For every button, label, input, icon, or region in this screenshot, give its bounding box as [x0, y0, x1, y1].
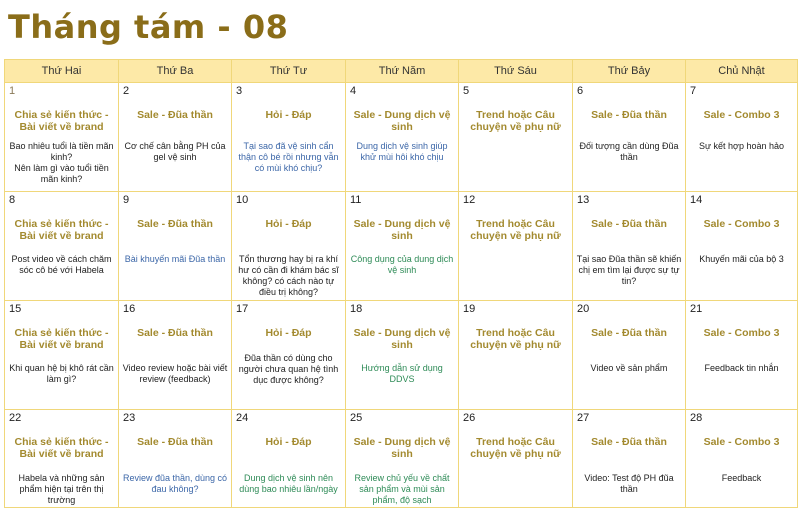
day-number: 5	[463, 85, 470, 97]
day-content-description: Đối tượng cần dùng Đũa thần	[579, 141, 679, 162]
day-topic-title: Sale - Dung dịch vệ sinh	[353, 436, 451, 460]
day-number: 28	[690, 412, 703, 424]
weekday-header: Thứ Tư	[232, 60, 346, 83]
calendar-day-cell[interactable]	[346, 83, 459, 192]
day-content-description: Dung dịch vệ sinh nên dùng bao nhiêu lần/ngày	[239, 473, 338, 494]
calendar-week-row	[5, 83, 798, 192]
day-topic-title: Sale - Đũa thần	[591, 436, 667, 448]
calendar-day-cell[interactable]	[119, 83, 232, 192]
calendar-day-cell[interactable]	[346, 192, 459, 301]
day-number: 18	[350, 303, 363, 315]
calendar-day-cell[interactable]	[232, 410, 346, 508]
day-content-description: Dung dịch vệ sinh giúp khử mùi hôi khó chịu	[356, 141, 448, 162]
weekday-header: Thứ Bảy	[573, 60, 686, 83]
calendar-week-row	[5, 192, 798, 301]
calendar-day-cell[interactable]	[232, 83, 346, 192]
day-number: 1	[9, 85, 16, 97]
calendar-day-cell[interactable]	[573, 410, 686, 508]
day-number: 4	[350, 85, 357, 97]
day-topic-title: Sale - Combo 3	[703, 109, 780, 121]
day-number: 10	[236, 194, 249, 206]
calendar-day-cell[interactable]	[119, 410, 232, 508]
calendar-day-cell[interactable]	[459, 410, 573, 508]
calendar-day-cell[interactable]	[686, 301, 798, 410]
day-number: 8	[9, 194, 16, 206]
day-number: 2	[123, 85, 130, 97]
day-topic-title: Trend hoặc Câu chuyện về phụ nữ	[470, 436, 561, 460]
day-number: 17	[236, 303, 249, 315]
day-content-description: Khuyến mãi của bộ 3	[699, 254, 784, 264]
calendar-day-cell[interactable]	[459, 192, 573, 301]
page-title: Tháng tám - 08	[8, 8, 289, 46]
weekday-header: Chủ Nhật	[686, 60, 798, 83]
day-topic-title: Hỏi - Đáp	[265, 109, 312, 121]
day-number: 13	[577, 194, 590, 206]
day-content-description: Sự kết hợp hoàn hảo	[699, 141, 784, 151]
day-number: 23	[123, 412, 136, 424]
day-topic-title: Sale - Đũa thần	[137, 436, 213, 448]
day-content-description: Hướng dẫn sử dụng DDVS	[361, 363, 443, 384]
calendar-week-row	[5, 301, 798, 410]
day-topic-title: Sale - Đũa thần	[591, 218, 667, 230]
day-topic-title: Sale - Dung dịch vệ sinh	[353, 109, 451, 133]
day-topic-title: Sale - Dung dịch vệ sinh	[353, 327, 451, 351]
day-content-description: Cơ chế cân bằng PH của gel vệ sinh	[124, 141, 226, 162]
day-number: 12	[463, 194, 476, 206]
day-content-description: Công dụng của dung dịch vệ sinh	[350, 254, 454, 275]
day-content-description: Khi quan hệ bị khô rát cần làm gì?	[9, 363, 114, 384]
day-content-description: Video về sản phẩm	[590, 363, 668, 373]
day-content-description: Feedback tin nhắn	[704, 363, 779, 373]
weekday-header: Thứ Năm	[346, 60, 459, 83]
day-topic-title: Sale - Đũa thần	[137, 327, 213, 339]
calendar-day-cell[interactable]	[686, 410, 798, 508]
day-topic-title: Trend hoặc Câu chuyện về phụ nữ	[470, 109, 561, 133]
day-topic-title: Sale - Đũa thần	[591, 109, 667, 121]
day-number: 3	[236, 85, 243, 97]
calendar-day-cell[interactable]	[119, 301, 232, 410]
day-number: 24	[236, 412, 249, 424]
day-topic-title: Sale - Combo 3	[703, 436, 780, 448]
day-number: 11	[350, 194, 362, 206]
day-topic-title: Sale - Dung dịch vệ sinh	[353, 218, 451, 242]
calendar-day-cell[interactable]	[686, 192, 798, 301]
day-topic-title: Sale - Combo 3	[703, 327, 780, 339]
day-number: 16	[123, 303, 136, 315]
day-topic-title: Hỏi - Đáp	[265, 327, 312, 339]
day-content-description: Tại sao đã vệ sinh cẩn thận cô bé rồi nhưng vẫn có mùi khó chịu?	[238, 141, 339, 173]
day-topic-title: Chia sẻ kiến thức - Bài viết về brand	[14, 109, 109, 133]
day-content-description: Bài khuyến mãi Đũa thần	[124, 254, 226, 264]
day-content-description: Review chủ yếu về chất sản phẩm và mùi sản phẩm, độ sạch	[354, 473, 450, 505]
calendar-day-cell[interactable]	[232, 192, 346, 301]
calendar-day-cell[interactable]	[459, 301, 573, 410]
day-content-description: Video review hoặc bài viết review (feedback)	[122, 363, 228, 384]
day-number: 25	[350, 412, 363, 424]
calendar-day-cell[interactable]	[119, 192, 232, 301]
day-number: 9	[123, 194, 130, 206]
day-topic-title: Sale - Đũa thần	[591, 327, 667, 339]
weekday-header: Thứ Sáu	[459, 60, 573, 83]
day-number: 7	[690, 85, 697, 97]
day-topic-title: Trend hoặc Câu chuyện về phụ nữ	[470, 218, 561, 242]
day-topic-title: Trend hoặc Câu chuyện về phụ nữ	[470, 327, 561, 351]
weekday-header: Thứ Hai	[5, 60, 119, 83]
day-number: 26	[463, 412, 476, 424]
calendar-day-cell[interactable]	[5, 192, 119, 301]
weekday-header-row	[5, 60, 798, 83]
day-content-description: Đũa thần có dùng cho người chưa quan hệ tình dục được không?	[238, 353, 339, 385]
calendar-day-cell[interactable]	[346, 301, 459, 410]
day-number: 6	[577, 85, 584, 97]
calendar-day-cell[interactable]	[346, 410, 459, 508]
weekday-header: Thứ Ba	[119, 60, 232, 83]
day-number: 15	[9, 303, 22, 315]
day-topic-title: Sale - Combo 3	[703, 218, 780, 230]
day-topic-title: Chia sẻ kiến thức - Bài viết về brand	[14, 327, 109, 351]
calendar-day-cell[interactable]	[5, 410, 119, 508]
calendar-day-cell[interactable]	[573, 301, 686, 410]
day-content-description: Review đũa thần, dùng có đau không?	[122, 473, 228, 494]
calendar-grid	[4, 59, 798, 508]
calendar-day-cell[interactable]	[686, 83, 798, 192]
calendar-day-cell[interactable]	[5, 83, 119, 192]
calendar-day-cell[interactable]	[459, 83, 573, 192]
calendar-day-cell[interactable]	[5, 301, 119, 410]
day-content-description: Video: Test độ PH đũa thần	[584, 473, 674, 494]
day-number: 19	[463, 303, 476, 315]
day-number: 20	[577, 303, 590, 315]
day-content-description: Habela và những sản phẩm hiện tại trên thị trường	[18, 473, 105, 505]
day-number: 14	[690, 194, 703, 206]
day-content-description: Post video về cách chăm sóc cô bé với Habela	[11, 254, 112, 275]
day-topic-title: Hỏi - Đáp	[265, 218, 312, 230]
calendar-day-cell[interactable]	[573, 192, 686, 301]
day-topic-title: Chia sẻ kiến thức - Bài viết về brand	[14, 218, 109, 242]
day-topic-title: Sale - Đũa thần	[137, 109, 213, 121]
day-number: 21	[690, 303, 703, 315]
day-content-description: Feedback	[721, 473, 762, 483]
day-number: 27	[577, 412, 590, 424]
day-content-description: Tổn thương hay bị ra khí hư có cần đi khám bác sĩ không? có cách nào tự điều trị không?	[238, 254, 339, 297]
day-content-description: Bao nhiêu tuổi là tiền mãn kinh? Nên làm gì vào tuổi tiền mãn kinh?	[9, 141, 114, 184]
calendar-week-row	[5, 410, 798, 508]
day-topic-title: Chia sẻ kiến thức - Bài viết về brand	[14, 436, 109, 460]
day-number: 22	[9, 412, 22, 424]
calendar-day-cell[interactable]	[573, 83, 686, 192]
day-topic-title: Hỏi - Đáp	[265, 436, 312, 448]
day-topic-title: Sale - Đũa thần	[137, 218, 213, 230]
day-content-description: Tại sao Đũa thần sẽ khiến chị em tìm lại được sự tự tin?	[576, 254, 682, 286]
calendar-day-cell[interactable]	[232, 301, 346, 410]
